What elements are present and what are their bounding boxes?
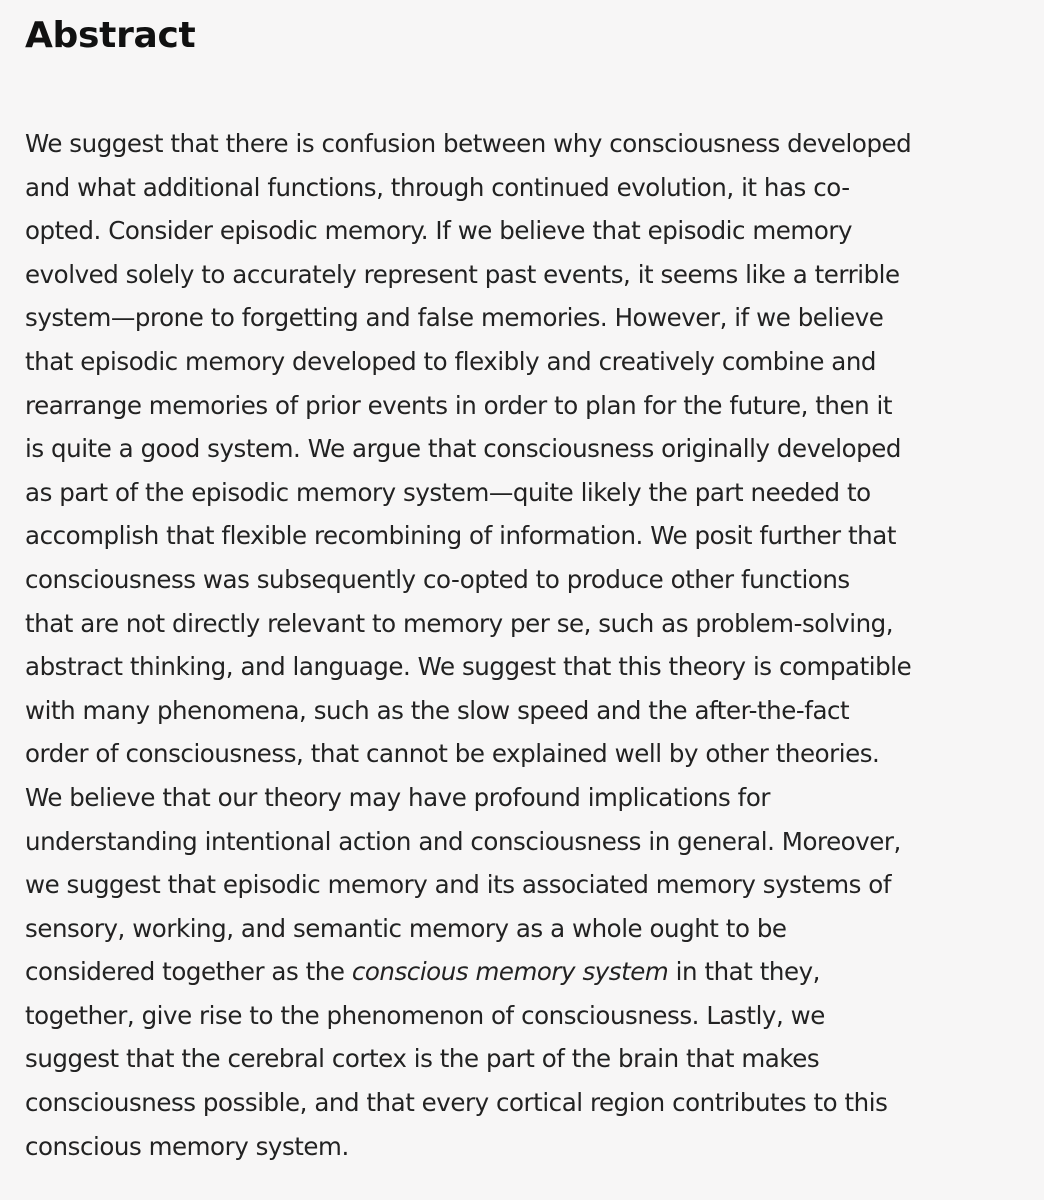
abstract-line: We suggest that there is confusion between why consciousness developed xyxy=(25,129,912,158)
abstract-line: as part of the episodic memory system—quite likely the part needed to xyxy=(25,477,871,507)
abstract-line: sensory, working, and semantic memory as a whole ought to be xyxy=(25,913,787,943)
abstract-line: understanding intentional action and consciousness in general. Moreover, xyxy=(25,826,901,856)
abstract-heading: Abstract xyxy=(25,15,196,56)
abstract-text xyxy=(25,122,1006,1168)
abstract-line: together, give rise to the phenomenon of consciousness. Lastly, we xyxy=(25,1000,825,1030)
abstract-line: that episodic memory developed to flexibly and creatively combine and xyxy=(25,346,877,376)
abstract-line: with many phenomena, such as the slow speed and the after-the-fact xyxy=(25,695,850,725)
abstract-line: evolved solely to accurately represent past events, it seems like a terrible xyxy=(25,259,900,289)
italic-line-before: considered together as the xyxy=(25,957,352,987)
abstract-line-italic xyxy=(25,950,1006,994)
abstract-line: conscious memory system. xyxy=(25,1131,349,1161)
italic-line-after: in that they, xyxy=(668,957,820,987)
abstract-line: and what additional functions, through continued evolution, it has co- xyxy=(25,172,850,202)
abstract-line: system—prone to forgetting and false memories. However, if we believe xyxy=(25,303,884,333)
abstract-line: order of consciousness, that cannot be explained well by other theories. xyxy=(25,739,880,769)
abstract-line: rearrange memories of prior events in order to plan for the future, then it xyxy=(25,390,893,420)
abstract-line: that are not directly relevant to memory per se, such as problem-solving, xyxy=(25,608,894,638)
abstract-line: We believe that our theory may have profound implications for xyxy=(25,782,770,812)
abstract-line: consciousness was subsequently co-opted to produce other functions xyxy=(25,564,850,594)
abstract-line: we suggest that episodic memory and its associated memory systems of xyxy=(25,870,892,900)
abstract-line: is quite a good system. We argue that consciousness originally developed xyxy=(25,434,901,464)
italic-term: conscious memory system xyxy=(351,957,669,987)
abstract-line: accomplish that flexible recombining of information. We posit further that xyxy=(25,521,896,551)
abstract-line: opted. Consider episodic memory. If we believe that episodic memory xyxy=(25,216,853,246)
abstract-line: suggest that the cerebral cortex is the part of the brain that makes xyxy=(25,1044,820,1074)
abstract-line: abstract thinking, and language. We suggest that this theory is compatible xyxy=(25,652,912,682)
abstract-line: consciousness possible, and that every cortical region contributes to this xyxy=(25,1088,888,1118)
